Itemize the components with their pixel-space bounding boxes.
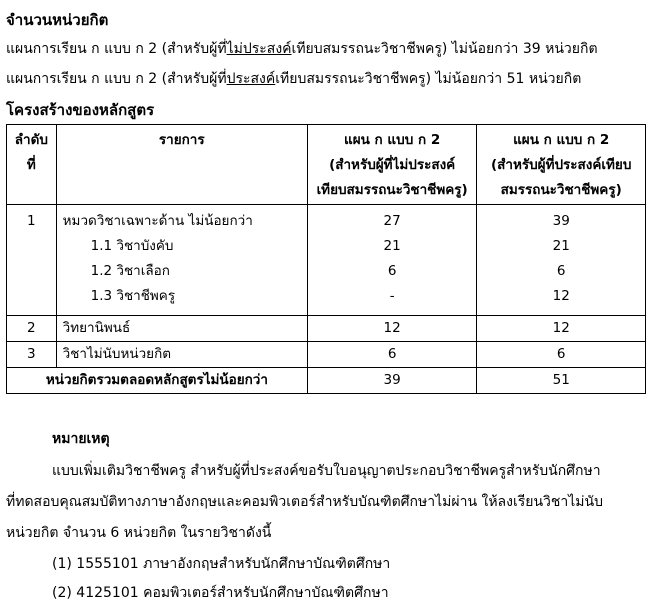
credits-line-2-suffix: เทียบสมรรถนะวิชาชีพครู) ไม่น้อยกว่า 51 หน่วยกิต bbox=[275, 71, 582, 87]
header-plan-a-line-1: แผน ก แบบ ก 2 bbox=[344, 132, 441, 148]
credits-line-2-underlined: ประสงค์ bbox=[226, 71, 276, 87]
row-2-item bbox=[56, 316, 307, 342]
row-1-plan-a bbox=[307, 205, 477, 316]
credits-line-1-prefix: แผนการเรียน ก แบบ ก 2 (สำหรับผู้ที่ bbox=[6, 41, 227, 57]
row-1-main-b: 39 bbox=[552, 213, 570, 229]
header-plan-b-line-3: สมรรถนะวิชาชีพครู) bbox=[500, 182, 622, 198]
total-a-value: 39 bbox=[383, 372, 401, 388]
row-3-item bbox=[56, 342, 307, 368]
table-row-group-1 bbox=[7, 205, 646, 316]
row-1-1-2-a: 6 bbox=[387, 263, 397, 279]
row-1-1-1-a: 21 bbox=[383, 238, 401, 254]
total-plan-b bbox=[477, 368, 646, 394]
note-course-1: (1) 1555101 ภาษาอังกฤษสำหรับนักศึกษาบัณฑิตศึกษา bbox=[52, 556, 391, 572]
credits-line-2-prefix: แผนการเรียน ก แบบ ก 2 (สำหรับผู้ที่ bbox=[6, 71, 227, 87]
note-line-2: ที่ทดสอบคุณสมบัติทางภาษาอังกฤษและคอมพิวเตอร์สำหรับบัณฑิตศึกษาไม่ผ่าน ให้ลงเรียนวิชาไม่นับ bbox=[6, 494, 603, 510]
note-line-1: แบบเพิ่มเติมวิชาชีพครู สำหรับผู้ที่ประสงค์ขอรับใบอนุญาตประกอบวิชาชีพครูสำหรับนักศึกษา bbox=[52, 463, 601, 479]
row-1-1-1-b: 21 bbox=[552, 238, 570, 254]
header-item-label: รายการ bbox=[158, 132, 205, 148]
row-3-a-value: 6 bbox=[387, 346, 397, 362]
header-item bbox=[56, 125, 307, 205]
header-plan-a bbox=[307, 125, 477, 205]
row-3-b-value: 6 bbox=[556, 346, 566, 362]
row-1-plan-b bbox=[477, 205, 646, 316]
row-2-plan-a bbox=[307, 316, 477, 342]
header-plan-a-line-3: เทียบสมรรถนะวิชาชีพครู) bbox=[316, 182, 468, 198]
row-2-b-value: 12 bbox=[552, 320, 570, 336]
credits-line-1 bbox=[6, 38, 598, 60]
table-header-row bbox=[7, 125, 646, 205]
row-1-no-value: 1 bbox=[27, 213, 36, 229]
credits-line-2 bbox=[6, 68, 581, 90]
total-b-value: 51 bbox=[552, 372, 570, 388]
row-3-plan-a bbox=[307, 342, 477, 368]
row-1-1-3-b: 12 bbox=[552, 288, 570, 304]
row-3-no bbox=[7, 342, 57, 368]
header-no bbox=[7, 125, 57, 205]
credits-line-1-underlined: ไม่ประสงค์ bbox=[226, 41, 292, 57]
header-no-line-1: ลำดับ bbox=[14, 132, 48, 148]
total-plan-a bbox=[307, 368, 477, 394]
header-plan-a-line-2: (สำหรับผู้ที่ไม่ประสงค์ bbox=[329, 157, 456, 173]
curriculum-structure-table bbox=[6, 124, 646, 394]
header-plan-b-line-2: (สำหรับผู้ที่ประสงค์เทียบ bbox=[490, 157, 632, 173]
table-row-2 bbox=[7, 316, 646, 342]
row-1-item-1-2: 1.2 วิชาเลือก bbox=[90, 263, 170, 279]
header-plan-b-line-1: แผน ก แบบ ก 2 bbox=[513, 132, 610, 148]
row-2-no bbox=[7, 316, 57, 342]
row-1-item-1-3: 1.3 วิชาชีพครู bbox=[90, 288, 176, 304]
note-heading: หมายเหตุ bbox=[52, 431, 110, 447]
row-2-plan-b bbox=[477, 316, 646, 342]
row-2-item-label: วิทยานิพนธ์ bbox=[62, 320, 131, 336]
row-1-items bbox=[56, 205, 307, 316]
total-label: หน่วยกิตรวมตลอดหลักสูตรไม่น้อยกว่า bbox=[45, 372, 268, 388]
note-course-2: (2) 4125101 คอมพิวเตอร์สำหรับนักศึกษาบัณฑิตศึกษา bbox=[52, 585, 389, 601]
credits-heading: จำนวนหน่วยกิต bbox=[6, 11, 109, 29]
row-3-plan-b bbox=[477, 342, 646, 368]
structure-heading: โครงสร้างของหลักสูตร bbox=[6, 101, 155, 119]
credits-line-1-suffix: เทียบสมรรถนะวิชาชีพครู) ไม่น้อยกว่า 39 หน่วยกิต bbox=[291, 41, 598, 57]
row-2-a-value: 12 bbox=[383, 320, 401, 336]
row-3-item-label: วิชาไม่นับหน่วยกิต bbox=[62, 346, 172, 362]
header-no-line-2: ที่ bbox=[26, 157, 36, 173]
table-row-total bbox=[7, 368, 646, 394]
row-1-item-1-1: 1.1 วิชาบังคับ bbox=[90, 238, 174, 254]
row-1-item-main: หมวดวิชาเฉพาะด้าน ไม่น้อยกว่า bbox=[62, 213, 253, 229]
total-label-cell bbox=[7, 368, 308, 394]
row-1-1-3-a: - bbox=[389, 288, 395, 304]
note-line-3: หน่วยกิต จำนวน 6 หน่วยกิต ในรายวิชาดังนี้ bbox=[6, 525, 272, 541]
row-2-no-value: 2 bbox=[27, 320, 36, 336]
row-1-1-2-b: 6 bbox=[556, 263, 566, 279]
row-3-no-value: 3 bbox=[27, 346, 36, 362]
header-plan-b bbox=[477, 125, 646, 205]
row-1-no bbox=[7, 205, 57, 316]
row-1-main-a: 27 bbox=[383, 213, 401, 229]
table-row-3 bbox=[7, 342, 646, 368]
